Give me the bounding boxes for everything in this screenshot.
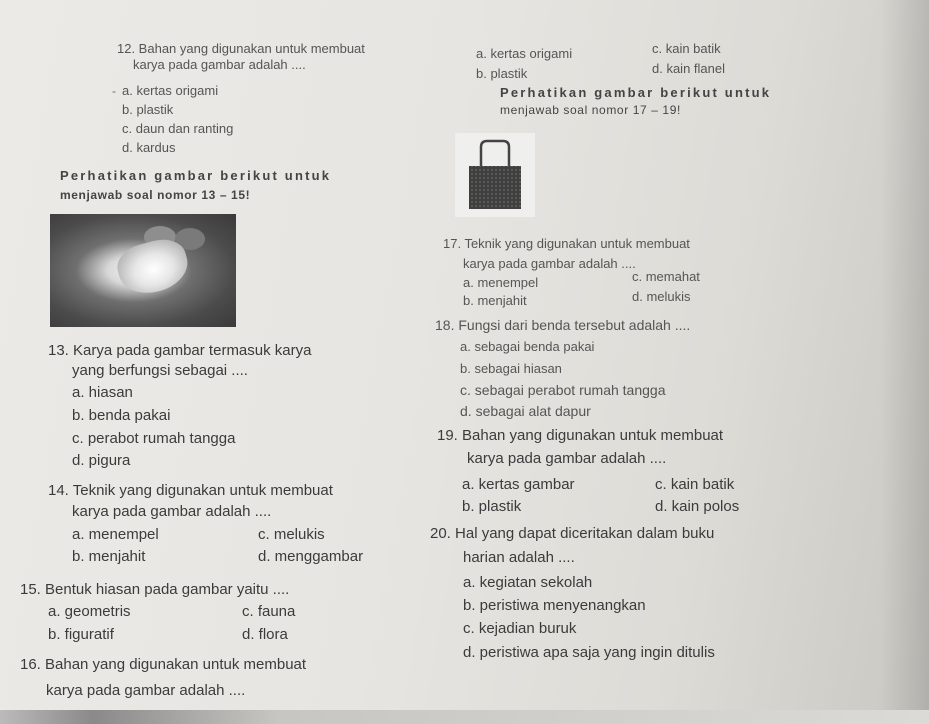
tote-bag-image (455, 133, 535, 217)
q12-option-c[interactable]: c. daun dan ranting (122, 121, 234, 136)
q20-stem-line1: 20. Hal yang dapat diceritakan dalam buku (430, 525, 715, 542)
instruction-17-19-line1: Perhatikan gambar berikut untuk (500, 85, 772, 100)
q13-stem-line1: 13. Karya pada gambar termasuk karya (48, 342, 312, 359)
q14-option-a[interactable]: a. menempel (72, 526, 159, 543)
q12-option-b[interactable]: b. plastik (122, 102, 174, 117)
top-option-c[interactable]: c. kain batik (652, 41, 721, 56)
q19-option-b[interactable]: b. plastik (462, 498, 522, 515)
q18-option-a[interactable]: a. sebagai benda pakai (460, 339, 595, 354)
q19-option-a[interactable]: a. kertas gambar (462, 476, 575, 493)
page-bottom-edge (0, 710, 929, 724)
q16-stem-line2: karya pada gambar adalah .... (46, 682, 246, 699)
q14-option-c[interactable]: c. melukis (258, 526, 325, 543)
top-option-b[interactable]: b. plastik (476, 66, 528, 81)
q18-option-b[interactable]: b. sebagai hiasan (460, 361, 562, 376)
q17-option-a[interactable]: a. menempel (463, 275, 539, 290)
q13-stem-line2: yang berfungsi sebagai .... (72, 362, 248, 379)
q19-stem-line1: 19. Bahan yang digunakan untuk membuat (437, 427, 724, 444)
q15-stem: 15. Bentuk hiasan pada gambar yaitu .... (20, 581, 290, 598)
q20-option-a[interactable]: a. kegiatan sekolah (463, 574, 593, 591)
instruction-17-19-line2: menjawab soal nomor 17 – 19! (500, 103, 681, 117)
q17-option-c[interactable]: c. memahat (632, 269, 700, 284)
q15-option-c[interactable]: c. fauna (242, 603, 296, 620)
q12-stem-line2: karya pada gambar adalah .... (133, 57, 306, 72)
q17-stem-line1: 17. Teknik yang digunakan untuk membuat (443, 236, 690, 251)
q13-option-c[interactable]: c. perabot rumah tangga (72, 430, 236, 447)
q16-stem-line1: 16. Bahan yang digunakan untuk membuat (20, 656, 307, 673)
q19-stem-line2: karya pada gambar adalah .... (467, 450, 667, 467)
q17-option-d[interactable]: d. melukis (632, 289, 691, 304)
q19-option-d[interactable]: d. kain polos (655, 498, 740, 515)
top-option-a[interactable]: a. kertas origami (476, 46, 573, 61)
q15-option-b[interactable]: b. figuratif (48, 626, 114, 643)
q15-option-d[interactable]: d. flora (242, 626, 288, 643)
q20-stem-line2: harian adalah .... (463, 549, 575, 566)
q20-option-d[interactable]: d. peristiwa apa saja yang ingin ditulis (463, 644, 715, 661)
q19-option-c[interactable]: c. kain batik (655, 476, 735, 493)
q15-option-a[interactable]: a. geometris (48, 603, 131, 620)
q13-option-a[interactable]: a. hiasan (72, 384, 133, 401)
q13-option-d[interactable]: d. pigura (72, 452, 131, 469)
q18-option-c[interactable]: c. sebagai perabot rumah tangga (460, 382, 666, 398)
page-edge-shadow (880, 0, 929, 724)
q14-option-b[interactable]: b. menjahit (72, 548, 146, 565)
q18-stem: 18. Fungsi dari benda tersebut adalah .... (435, 317, 691, 333)
q13-option-b[interactable]: b. benda pakai (72, 407, 171, 424)
answer-tick-mark: - (112, 84, 116, 98)
q12-option-d[interactable]: d. kardus (122, 140, 176, 155)
q12-stem-line1: 12. Bahan yang digunakan untuk membuat (117, 41, 365, 56)
top-option-d[interactable]: d. kain flanel (652, 61, 725, 76)
q14-stem-line1: 14. Teknik yang digunakan untuk membuat (48, 482, 333, 499)
q20-option-c[interactable]: c. kejadian buruk (463, 620, 577, 637)
q17-stem-line2: karya pada gambar adalah .... (463, 256, 636, 271)
q14-option-d[interactable]: d. menggambar (258, 548, 364, 565)
instruction-13-15-line2: menjawab soal nomor 13 – 15! (60, 188, 251, 202)
q20-option-b[interactable]: b. peristiwa menyenangkan (463, 597, 646, 614)
decorative-craft-photo (50, 214, 236, 327)
q18-option-d[interactable]: d. sebagai alat dapur (460, 403, 591, 419)
q14-stem-line2: karya pada gambar adalah .... (72, 503, 272, 520)
q12-option-a[interactable]: a. kertas origami (122, 83, 219, 98)
q17-option-b[interactable]: b. menjahit (463, 293, 527, 308)
instruction-13-15-line1: Perhatikan gambar berikut untuk (60, 168, 332, 183)
